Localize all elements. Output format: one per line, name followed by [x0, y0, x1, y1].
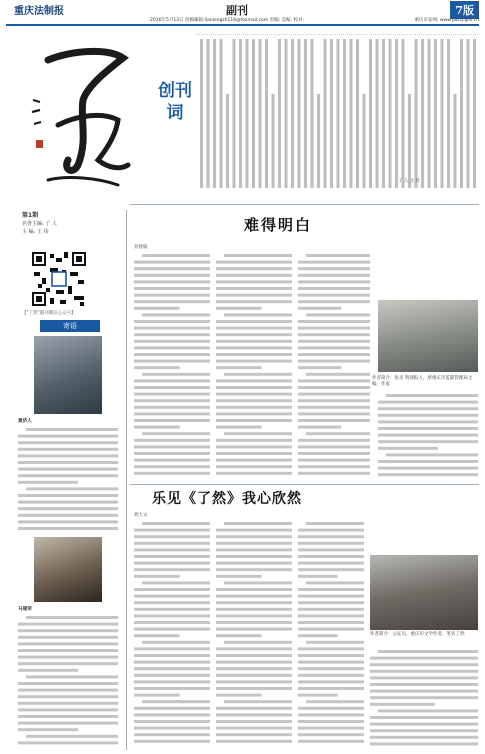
article-body-column [216, 520, 292, 748]
sidebar-photo [34, 336, 102, 414]
sidebar-person-name: 黄济人 [18, 419, 32, 424]
page-number-badge: 7版 [450, 1, 479, 19]
author-photo [370, 555, 478, 630]
section-divider [130, 204, 479, 205]
qr-code [30, 250, 88, 308]
author-photo [378, 300, 478, 372]
article-body-column [216, 252, 292, 480]
foreword-body-text [196, 34, 478, 192]
sidebar-person-name: 马建荣 [18, 607, 32, 612]
issue-number: 第1期 [22, 212, 39, 219]
section-title: 副刊 [226, 4, 248, 17]
photo-caption: 作者简介：张炎 资深报人，原重庆市监狱管理局主编，作家 [372, 376, 473, 387]
photo-caption: 作者简介：公证员，重庆市文学作者，笔名了然 [370, 632, 465, 637]
issue-info-line: 2016年5月13日 投稿邮箱:lianlongzh116@foxmail.com 责编: 美编: 校对: [150, 18, 304, 23]
header-rule [6, 24, 479, 26]
sidebar-heading: 寄语 [40, 320, 100, 332]
article-body-column [134, 252, 210, 480]
article-body-column [370, 648, 478, 748]
qr-caption: 【"了然"副刊微信公众号】 [22, 311, 76, 316]
section-divider [130, 484, 479, 485]
article-title: 乐见《了然》我心欣然 [152, 491, 302, 507]
foreword-title: 创刊词 [158, 81, 192, 123]
masthead-calligraphy-logo [28, 40, 138, 200]
article-body-column [298, 252, 370, 480]
sidebar-text [18, 614, 118, 748]
website-line: 重庆市安网: www.pacq.gov.cn [414, 18, 479, 23]
article-title: 难得明白 [244, 216, 313, 234]
article-body-column [298, 520, 364, 748]
sidebar-text [18, 426, 118, 532]
article-author: 亚隆敏 [134, 245, 148, 250]
article-body-column [378, 392, 478, 480]
article-author: 胡大文 [134, 513, 148, 518]
masthead-info [22, 212, 57, 236]
editor-line: 主 编: 王 伟 [22, 229, 49, 235]
newspaper-logo: 重庆法制报 [14, 6, 64, 17]
foreword-author: 了 人 主 作 [398, 179, 421, 184]
patron-line: 名誉主编: 了 人 [22, 221, 57, 227]
column-divider [126, 210, 127, 750]
sidebar-photo [34, 537, 102, 602]
article-body-column [134, 520, 210, 748]
